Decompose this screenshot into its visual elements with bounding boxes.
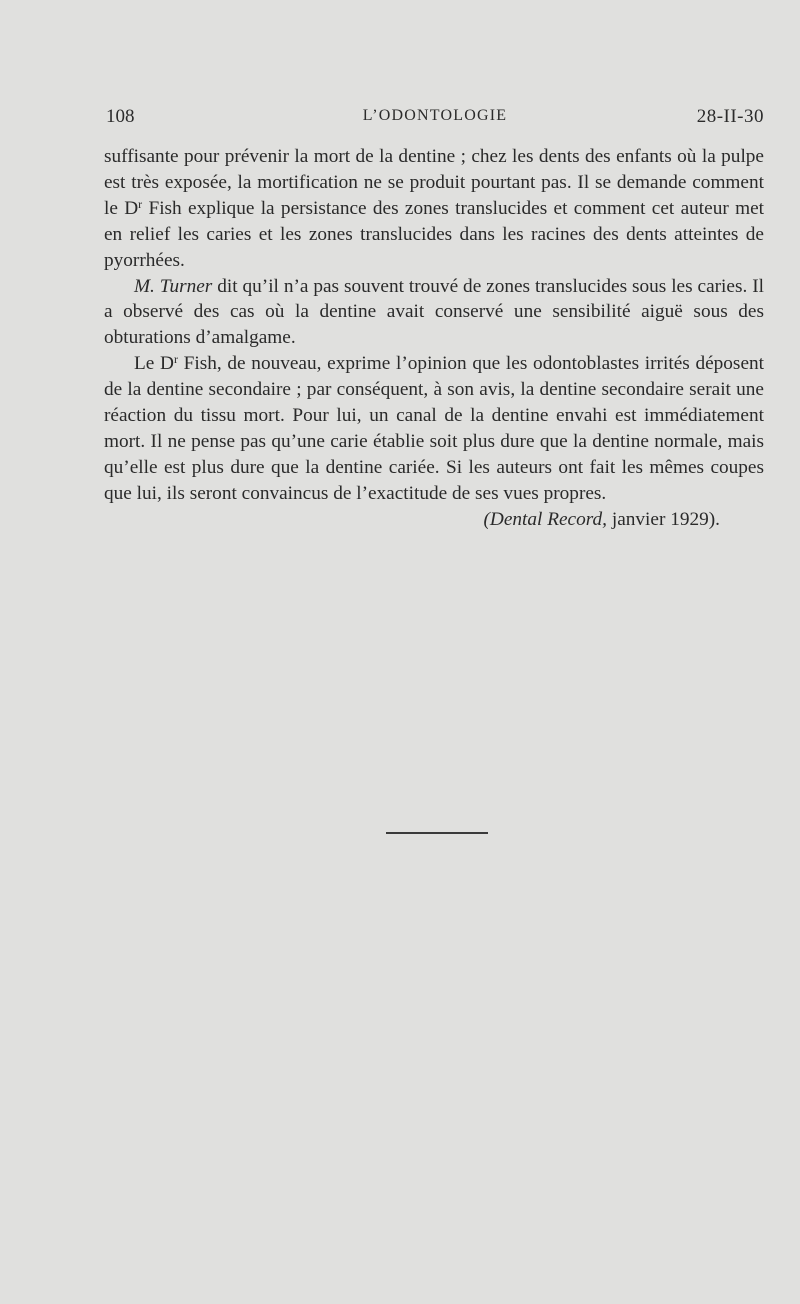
paragraph-continuation (104, 144, 764, 274)
paragraph-text: Fish, de nouveau, exprime l’opinion que les odontoblastes irrités déposent de la dentine secondaire ; par conséquent, à son avis, la dentine secondaire serait une réaction du tissu mort. Pour lui, un canal de la dentine envahi est immédiatement mort. Il ne pense pas qu’une carie établie soit plus dure que la dentine normale, mais qu’elle est plus dure que la dentine cariée. Si les auteurs ont fait les mêmes coupes que lui, ils seront convaincus de l’exactitude de ses vues propres. (104, 353, 764, 504)
paragraph-text: Le D (134, 353, 174, 375)
paragraph-text: Fish explique la persistance des zones translucides et comment cet auteur met en relief les caries et les zones translucides dans les racines des dents atteintes de pyorrhées. (104, 197, 764, 271)
citation-source: (Dental Record, (483, 508, 608, 530)
superscript: r (173, 352, 178, 367)
speaker-name: M. Turner (134, 275, 213, 297)
article-body (104, 144, 764, 533)
issue-date: 28-II-30 (696, 106, 764, 127)
page-number: 108 (106, 106, 135, 127)
paragraph-text: dit qu’il n’a pas souvent trouvé de zones translucides sous les caries. Il a observé des cas où la dentine avait conservé une sensibilité aiguë sous des obturations d’amalgame. (104, 275, 764, 349)
running-title: L’ODONTOLOGIE (362, 107, 508, 124)
citation-date: janvier 1929). (607, 508, 720, 530)
page-header (106, 106, 764, 134)
paragraph-text: suffisante pour prévenir la mort de la dentine ; chez les dents des enfants où la pulpe est très exposée, la mortification ne se produit pourtant pas. Il se demande comment le D (104, 146, 764, 219)
superscript: r (138, 196, 143, 211)
paragraph-turner (104, 274, 764, 352)
end-rule (386, 832, 488, 834)
paragraph-fish (104, 351, 764, 506)
citation (104, 507, 764, 533)
